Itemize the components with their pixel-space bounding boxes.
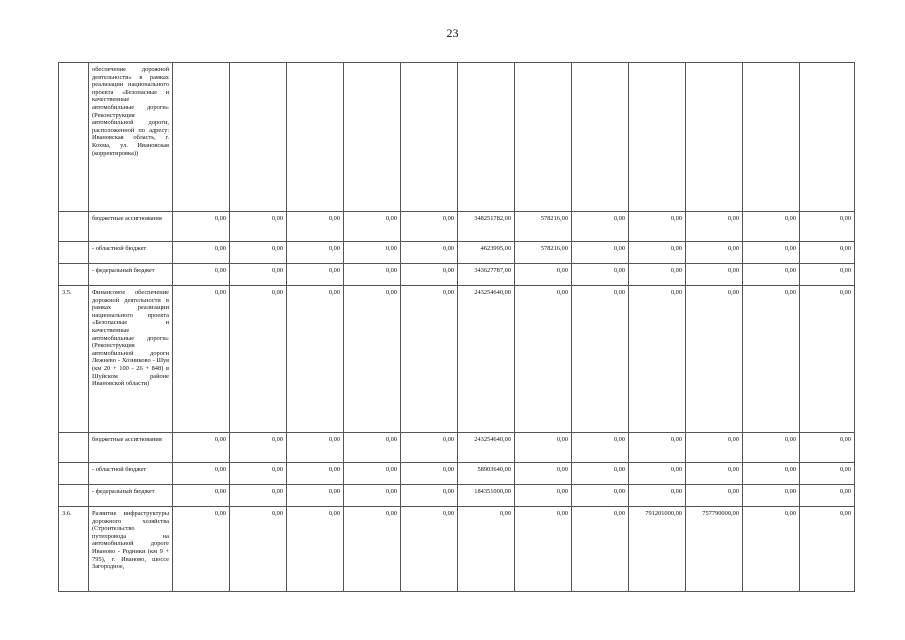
value-cell: 0,00 — [230, 212, 287, 242]
value-cell: 0,00 — [287, 507, 344, 592]
row-description-text: - федеральный бюджет — [92, 488, 155, 495]
row-description-cell — [89, 485, 173, 507]
value-cell: 0,00 — [800, 463, 855, 485]
value-cell: 0,00 — [515, 463, 572, 485]
table-body — [59, 63, 855, 592]
table-row — [59, 485, 855, 507]
value-cell: 0,00 — [173, 264, 230, 286]
value-cell: 0,00 — [173, 242, 230, 264]
value-cell: 184351000,00 — [458, 485, 515, 507]
value-cell: 0,00 — [686, 264, 743, 286]
value-cell: 343627787,00 — [458, 264, 515, 286]
value-cell: 757790000,00 — [686, 507, 743, 592]
value-cell: 0,00 — [800, 485, 855, 507]
value-cell: 0,00 — [287, 463, 344, 485]
value-cell: 0,00 — [401, 286, 458, 433]
value-cell: 0,00 — [344, 485, 401, 507]
value-cell: 0,00 — [173, 485, 230, 507]
value-cell — [629, 63, 686, 212]
row-description-cell — [89, 63, 173, 212]
budget-table — [58, 62, 855, 592]
row-index-cell — [59, 63, 89, 212]
value-cell: 0,00 — [230, 463, 287, 485]
value-cell: 243254640,00 — [458, 286, 515, 433]
value-cell: 0,00 — [800, 507, 855, 592]
value-cell: 0,00 — [629, 485, 686, 507]
value-cell: 0,00 — [800, 286, 855, 433]
value-cell: 0,00 — [401, 242, 458, 264]
value-cell: 0,00 — [572, 212, 629, 242]
row-description-cell — [89, 507, 173, 592]
value-cell: 0,00 — [230, 264, 287, 286]
value-cell: 0,00 — [401, 264, 458, 286]
value-cell: 0,00 — [743, 433, 800, 463]
table-row — [59, 507, 855, 592]
value-cell: 0,00 — [401, 463, 458, 485]
row-index-cell: 3.5. — [59, 286, 89, 433]
value-cell: 0,00 — [686, 463, 743, 485]
row-index-cell — [59, 463, 89, 485]
row-index-cell — [59, 212, 89, 242]
value-cell: 0,00 — [401, 433, 458, 463]
value-cell: 0,00 — [287, 286, 344, 433]
value-cell: 0,00 — [173, 286, 230, 433]
value-cell: 0,00 — [230, 485, 287, 507]
value-cell — [572, 63, 629, 212]
value-cell: 0,00 — [230, 507, 287, 592]
value-cell — [458, 63, 515, 212]
value-cell: 0,00 — [344, 286, 401, 433]
value-cell: 0,00 — [743, 242, 800, 264]
value-cell: 0,00 — [743, 463, 800, 485]
row-description-text: бюджетные ассигнования — [92, 215, 162, 222]
value-cell — [515, 63, 572, 212]
value-cell — [344, 63, 401, 212]
value-cell: 0,00 — [572, 507, 629, 592]
value-cell: 4623995,00 — [458, 242, 515, 264]
row-description-text: обеспечение дорожной деятельности» в рамках реализации национального проекта «Безопасные и качественные автомобильные дороги» (Реконструкция автомобильной дороги, расположенной по адресу: Ивановская область, г. Кохма, ул. Ивановская (корректировка)) — [92, 66, 169, 157]
row-index-cell: 3.6. — [59, 507, 89, 592]
value-cell: 0,00 — [515, 507, 572, 592]
value-cell — [401, 63, 458, 212]
value-cell: 0,00 — [515, 485, 572, 507]
row-description-cell — [89, 463, 173, 485]
value-cell: 0,00 — [800, 433, 855, 463]
value-cell: 0,00 — [686, 286, 743, 433]
value-cell: 0,00 — [800, 212, 855, 242]
value-cell: 0,00 — [572, 485, 629, 507]
value-cell: 0,00 — [173, 433, 230, 463]
value-cell: 0,00 — [800, 264, 855, 286]
value-cell: 0,00 — [686, 242, 743, 264]
value-cell: 0,00 — [629, 242, 686, 264]
row-index-cell — [59, 433, 89, 463]
value-cell: 0,00 — [629, 433, 686, 463]
value-cell: 791201000,00 — [629, 507, 686, 592]
value-cell: 578216,00 — [515, 212, 572, 242]
row-description-cell — [89, 433, 173, 463]
value-cell: 0,00 — [572, 286, 629, 433]
value-cell: 0,00 — [344, 212, 401, 242]
row-description-cell — [89, 212, 173, 242]
row-description-cell — [89, 242, 173, 264]
table-row — [59, 212, 855, 242]
value-cell: 0,00 — [800, 242, 855, 264]
value-cell: 0,00 — [572, 463, 629, 485]
row-description-cell — [89, 286, 173, 433]
row-description-cell — [89, 264, 173, 286]
value-cell: 578216,00 — [515, 242, 572, 264]
value-cell: 0,00 — [287, 212, 344, 242]
value-cell: 0,00 — [629, 212, 686, 242]
table-row — [59, 63, 855, 212]
value-cell — [173, 63, 230, 212]
table-row — [59, 433, 855, 463]
table-row — [59, 286, 855, 433]
row-index-cell — [59, 264, 89, 286]
value-cell: 0,00 — [344, 507, 401, 592]
value-cell: 0,00 — [629, 463, 686, 485]
value-cell: 0,00 — [287, 242, 344, 264]
value-cell: 0,00 — [686, 485, 743, 507]
value-cell — [743, 63, 800, 212]
row-description-text: - федеральный бюджет — [92, 267, 155, 274]
value-cell: 0,00 — [173, 212, 230, 242]
value-cell: 0,00 — [344, 242, 401, 264]
value-cell: 243254640,00 — [458, 433, 515, 463]
value-cell: 0,00 — [401, 212, 458, 242]
row-description-text: - областной бюджет — [92, 466, 147, 473]
value-cell — [686, 63, 743, 212]
row-description-text: - областной бюджет — [92, 245, 147, 252]
value-cell: 0,00 — [743, 485, 800, 507]
row-description-text: бюджетные ассигнования — [92, 436, 162, 443]
value-cell: 0,00 — [287, 264, 344, 286]
row-index-cell — [59, 485, 89, 507]
value-cell: 0,00 — [287, 433, 344, 463]
value-cell: 0,00 — [743, 507, 800, 592]
value-cell: 0,00 — [344, 463, 401, 485]
value-cell: 0,00 — [515, 433, 572, 463]
value-cell: 0,00 — [230, 286, 287, 433]
value-cell: 0,00 — [230, 242, 287, 264]
table-row — [59, 463, 855, 485]
value-cell: 0,00 — [743, 264, 800, 286]
value-cell: 0,00 — [401, 485, 458, 507]
value-cell: 0,00 — [515, 286, 572, 433]
value-cell: 0,00 — [743, 212, 800, 242]
row-index-cell — [59, 242, 89, 264]
value-cell: 0,00 — [344, 264, 401, 286]
value-cell: 0,00 — [173, 463, 230, 485]
value-cell: 348251782,00 — [458, 212, 515, 242]
value-cell: 58903640,00 — [458, 463, 515, 485]
value-cell: 0,00 — [401, 507, 458, 592]
value-cell: 0,00 — [686, 212, 743, 242]
value-cell: 0,00 — [572, 433, 629, 463]
value-cell: 0,00 — [287, 485, 344, 507]
value-cell — [287, 63, 344, 212]
page-number: 23 — [446, 26, 459, 40]
table-row — [59, 242, 855, 264]
value-cell — [800, 63, 855, 212]
table-row — [59, 264, 855, 286]
value-cell: 0,00 — [686, 433, 743, 463]
value-cell — [230, 63, 287, 212]
value-cell: 0,00 — [230, 433, 287, 463]
value-cell: 0,00 — [629, 264, 686, 286]
value-cell: 0,00 — [629, 286, 686, 433]
row-description-text: Финансовое обеспечение дорожной деятельности в рамках реализации национального проекта «Безопасные и качественные автомобильные дороги» (Реконструкция автомобильной дороги Лежнево - Хозниково - Шуя (км 20 + 100 - 26 + 848) в Шуйском районе Ивановской области) — [92, 289, 169, 388]
value-cell: 0,00 — [515, 264, 572, 286]
row-description-text: Развитие инфраструктуры дорожного хозяйства (Строительство путепровода на автомобильной дороге Иваново - Родники (км 9 + 795), г. Иваново, шоссе Загородное, — [92, 510, 169, 571]
value-cell: 0,00 — [344, 433, 401, 463]
value-cell: 0,00 — [572, 264, 629, 286]
value-cell: 0,00 — [173, 507, 230, 592]
value-cell: 0,00 — [458, 507, 515, 592]
value-cell: 0,00 — [743, 286, 800, 433]
value-cell: 0,00 — [572, 242, 629, 264]
